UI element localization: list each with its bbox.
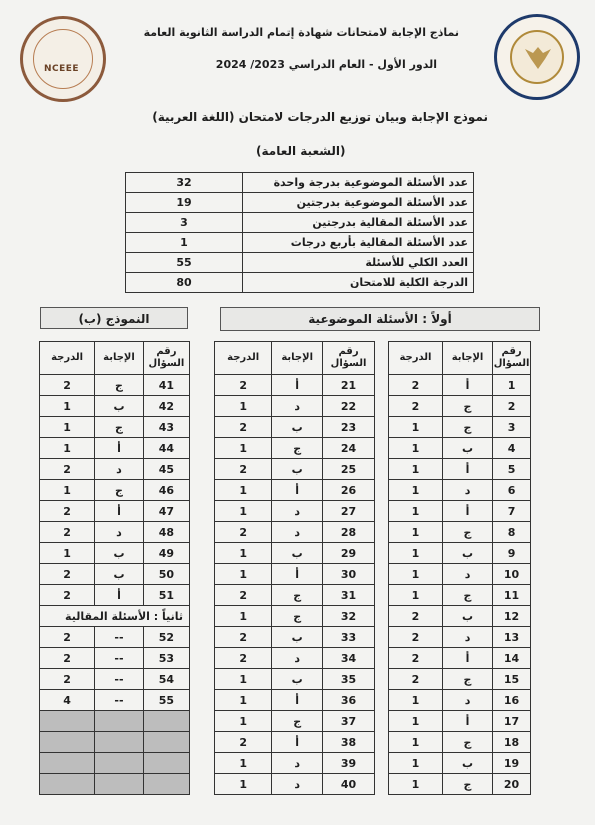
answer-cell: د — [272, 501, 323, 522]
table-row — [40, 585, 190, 606]
answer-table-1-20 — [388, 341, 531, 795]
grade-cell: 2 — [389, 669, 443, 690]
grade-cell: 1 — [389, 522, 443, 543]
table-row — [40, 480, 190, 501]
grade-cell: 2 — [215, 627, 272, 648]
summary-row — [126, 253, 474, 273]
empty-cell — [95, 774, 144, 795]
question-number: 15 — [493, 669, 531, 690]
summary-row — [126, 233, 474, 253]
answer-cell: أ — [95, 438, 144, 459]
header-answer: الإجابة — [442, 342, 492, 375]
table-row — [40, 396, 190, 417]
question-number: 18 — [493, 732, 531, 753]
answer-cell: ب — [442, 438, 492, 459]
grade-cell: 1 — [389, 501, 443, 522]
question-number: 33 — [323, 627, 375, 648]
answer-cell: أ — [442, 375, 492, 396]
empty-cell — [95, 711, 144, 732]
grade-cell: 2 — [215, 417, 272, 438]
question-number: 12 — [493, 606, 531, 627]
table-row — [215, 669, 375, 690]
answer-table-21-40 — [214, 341, 375, 795]
empty-cell — [95, 732, 144, 753]
answer-cell: ب — [272, 543, 323, 564]
answer-cell: -- — [95, 669, 144, 690]
page-subtitle: (الشعبة العامة) — [256, 144, 346, 158]
table-row — [215, 648, 375, 669]
grade-cell: 2 — [40, 585, 95, 606]
empty-cell — [40, 732, 95, 753]
answer-cell: ب — [95, 396, 144, 417]
answer-cell: أ — [442, 501, 492, 522]
grade-cell: 1 — [389, 438, 443, 459]
nceee-logo-text: NCEEE — [44, 64, 80, 74]
grade-cell: 1 — [40, 417, 95, 438]
header-grade: الدرجة — [40, 342, 95, 375]
grade-cell: 1 — [40, 438, 95, 459]
answer-cell: د — [442, 564, 492, 585]
nceee-logo-ring — [33, 29, 93, 89]
empty-row — [40, 732, 190, 753]
table-row — [215, 480, 375, 501]
grade-cell: 1 — [215, 669, 272, 690]
answer-cell: أ — [272, 375, 323, 396]
table-row — [40, 669, 190, 690]
grade-cell: 2 — [215, 648, 272, 669]
grade-cell: 1 — [40, 480, 95, 501]
question-number: 29 — [323, 543, 375, 564]
table-row — [215, 753, 375, 774]
question-number: 52 — [143, 627, 189, 648]
ministry-logo — [494, 14, 580, 100]
table-row — [215, 606, 375, 627]
table-row — [40, 375, 190, 396]
grade-cell: 1 — [389, 543, 443, 564]
essay-section-row — [40, 606, 190, 627]
summary-row — [126, 213, 474, 233]
table-row — [215, 522, 375, 543]
question-number: 19 — [493, 753, 531, 774]
question-number: 9 — [493, 543, 531, 564]
grade-cell: 2 — [40, 375, 95, 396]
grade-cell: 2 — [215, 522, 272, 543]
grade-cell: 2 — [215, 585, 272, 606]
table-header-row — [40, 342, 190, 375]
grade-cell: 1 — [215, 711, 272, 732]
summary-label: عدد الأسئلة المقالية بدرجتين — [243, 213, 474, 233]
question-number: 55 — [143, 690, 189, 711]
table-row — [215, 375, 375, 396]
answer-cell: د — [442, 627, 492, 648]
table-row — [215, 396, 375, 417]
summary-row — [126, 273, 474, 293]
table-row — [215, 732, 375, 753]
answer-cell: أ — [272, 690, 323, 711]
question-number: 49 — [143, 543, 189, 564]
question-number: 2 — [493, 396, 531, 417]
table-row — [389, 564, 531, 585]
question-number: 43 — [143, 417, 189, 438]
table-row — [40, 522, 190, 543]
question-number: 44 — [143, 438, 189, 459]
answer-cell: ب — [442, 543, 492, 564]
summary-row — [126, 173, 474, 193]
header-question-number: رقم السؤال — [143, 342, 189, 375]
answer-cell: أ — [272, 564, 323, 585]
answer-cell: ب — [272, 627, 323, 648]
table-row — [40, 564, 190, 585]
answer-cell: د — [272, 774, 323, 795]
question-number: 26 — [323, 480, 375, 501]
answer-cell: ج — [442, 522, 492, 543]
answer-cell: ب — [442, 606, 492, 627]
grade-cell: 1 — [215, 543, 272, 564]
header-grade: الدرجة — [389, 342, 443, 375]
summary-label: الدرجة الكلية للامتحان — [243, 273, 474, 293]
answer-cell: أ — [442, 459, 492, 480]
answer-cell: د — [272, 396, 323, 417]
table-row — [389, 459, 531, 480]
grade-cell: 2 — [40, 564, 95, 585]
table-row — [389, 543, 531, 564]
empty-row — [40, 711, 190, 732]
table-row — [215, 690, 375, 711]
answer-cell: د — [272, 522, 323, 543]
grade-cell: 1 — [389, 753, 443, 774]
answer-cell: ج — [95, 417, 144, 438]
summary-label: عدد الأسئلة المقالية بأربع درجات — [243, 233, 474, 253]
question-number: 27 — [323, 501, 375, 522]
grade-cell: 1 — [215, 396, 272, 417]
eagle-icon — [523, 43, 553, 73]
grade-cell: 2 — [389, 627, 443, 648]
table-row — [215, 564, 375, 585]
summary-row — [126, 193, 474, 213]
table-header-row — [389, 342, 531, 375]
table-row — [389, 648, 531, 669]
table-row — [215, 627, 375, 648]
grade-cell: 2 — [389, 648, 443, 669]
table-row — [215, 417, 375, 438]
header-line-2: الدور الأول - العام الدراسي 2023/ 2024 — [215, 58, 437, 71]
answer-cell: ج — [442, 669, 492, 690]
question-number: 10 — [493, 564, 531, 585]
table-row — [40, 543, 190, 564]
question-number: 22 — [323, 396, 375, 417]
grade-cell: 1 — [389, 585, 443, 606]
question-number: 5 — [493, 459, 531, 480]
header-question-number: رقم السؤال — [323, 342, 375, 375]
answer-cell: ج — [272, 438, 323, 459]
answer-table-41-55 — [39, 341, 190, 795]
question-number: 39 — [323, 753, 375, 774]
empty-row — [40, 774, 190, 795]
summary-value: 19 — [126, 193, 243, 213]
table-row — [215, 774, 375, 795]
answer-cell: ج — [442, 774, 492, 795]
question-number: 16 — [493, 690, 531, 711]
grade-cell: 2 — [215, 375, 272, 396]
answer-cell: أ — [442, 711, 492, 732]
answer-cell: ب — [272, 459, 323, 480]
question-number: 38 — [323, 732, 375, 753]
question-number: 24 — [323, 438, 375, 459]
grade-cell: 1 — [215, 774, 272, 795]
nceee-logo — [20, 16, 106, 102]
answer-cell: ج — [442, 732, 492, 753]
answer-cell: ب — [272, 417, 323, 438]
question-number: 7 — [493, 501, 531, 522]
question-number: 42 — [143, 396, 189, 417]
answer-cell: ب — [95, 543, 144, 564]
question-number: 14 — [493, 648, 531, 669]
question-number: 32 — [323, 606, 375, 627]
grade-cell: 4 — [40, 690, 95, 711]
table-row — [389, 732, 531, 753]
question-number: 54 — [143, 669, 189, 690]
answer-cell: -- — [95, 648, 144, 669]
answer-cell: -- — [95, 627, 144, 648]
answer-cell: د — [272, 753, 323, 774]
table-row — [389, 480, 531, 501]
question-number: 17 — [493, 711, 531, 732]
answer-cell: د — [95, 522, 144, 543]
empty-cell — [95, 753, 144, 774]
answer-cell: أ — [442, 648, 492, 669]
grade-cell: 1 — [389, 417, 443, 438]
answer-cell: ب — [95, 564, 144, 585]
question-number: 40 — [323, 774, 375, 795]
answer-cell: ب — [442, 753, 492, 774]
table-row — [389, 774, 531, 795]
question-number: 4 — [493, 438, 531, 459]
table-row — [389, 669, 531, 690]
summary-value: 32 — [126, 173, 243, 193]
question-number: 50 — [143, 564, 189, 585]
grade-cell: 1 — [389, 774, 443, 795]
question-number: 47 — [143, 501, 189, 522]
grade-cell: 2 — [389, 396, 443, 417]
empty-cell — [143, 753, 189, 774]
grade-cell: 1 — [215, 753, 272, 774]
question-number: 28 — [323, 522, 375, 543]
grade-cell: 1 — [40, 543, 95, 564]
grade-cell: 1 — [215, 501, 272, 522]
question-number: 31 — [323, 585, 375, 606]
question-number: 11 — [493, 585, 531, 606]
table-row — [40, 627, 190, 648]
empty-cell — [143, 732, 189, 753]
answer-cell: د — [442, 480, 492, 501]
empty-cell — [40, 711, 95, 732]
question-number: 21 — [323, 375, 375, 396]
grade-cell: 1 — [389, 690, 443, 711]
answer-cell: ج — [442, 396, 492, 417]
answer-cell: ج — [272, 606, 323, 627]
grade-cell: 1 — [389, 732, 443, 753]
question-number: 36 — [323, 690, 375, 711]
grade-cell: 2 — [40, 669, 95, 690]
table-row — [215, 459, 375, 480]
grade-cell: 1 — [215, 438, 272, 459]
summary-value: 3 — [126, 213, 243, 233]
section-objective-heading: أولاً : الأسئلة الموضوعية — [220, 307, 540, 331]
empty-cell — [40, 774, 95, 795]
table-row — [389, 438, 531, 459]
table-row — [389, 627, 531, 648]
summary-value: 1 — [126, 233, 243, 253]
question-number: 46 — [143, 480, 189, 501]
table-row — [40, 690, 190, 711]
table-row — [389, 585, 531, 606]
empty-cell — [40, 753, 95, 774]
answer-cell: أ — [272, 732, 323, 753]
page-title: نموذج الإجابة وبيان توزيع الدرجات لامتحان (اللغة العربية) — [152, 110, 488, 124]
grade-cell: 1 — [215, 480, 272, 501]
table-row — [389, 501, 531, 522]
answer-cell: أ — [272, 480, 323, 501]
question-number: 30 — [323, 564, 375, 585]
answer-cell: د — [272, 648, 323, 669]
grade-cell: 2 — [40, 501, 95, 522]
question-number: 6 — [493, 480, 531, 501]
table-row — [215, 438, 375, 459]
question-number: 45 — [143, 459, 189, 480]
question-number: 20 — [493, 774, 531, 795]
table-row — [389, 522, 531, 543]
table-row — [40, 648, 190, 669]
header-answer: الإجابة — [95, 342, 144, 375]
answer-cell: ج — [442, 417, 492, 438]
table-row — [389, 606, 531, 627]
grade-cell: 1 — [215, 564, 272, 585]
answer-cell: ج — [95, 375, 144, 396]
header-line-1: نماذج الإجابة لامتحانات شهادة إتمام الدراسة الثانوية العامة — [143, 26, 459, 39]
answer-cell: د — [442, 690, 492, 711]
grade-cell: 2 — [40, 522, 95, 543]
question-number: 51 — [143, 585, 189, 606]
empty-cell — [143, 774, 189, 795]
table-header-row — [215, 342, 375, 375]
answer-cell: -- — [95, 690, 144, 711]
header-grade: الدرجة — [215, 342, 272, 375]
grade-cell: 2 — [40, 459, 95, 480]
grade-cell: 2 — [215, 459, 272, 480]
question-number: 3 — [493, 417, 531, 438]
empty-cell — [143, 711, 189, 732]
grade-cell: 2 — [215, 732, 272, 753]
summary-label: العدد الكلي للأسئلة — [243, 253, 474, 273]
summary-label: عدد الأسئلة الموضوعية بدرجة واحدة — [243, 173, 474, 193]
table-row — [215, 543, 375, 564]
table-row — [215, 501, 375, 522]
table-row — [215, 585, 375, 606]
question-number: 41 — [143, 375, 189, 396]
model-label: النموذج (ب) — [40, 307, 188, 329]
grade-cell: 1 — [389, 459, 443, 480]
question-number: 53 — [143, 648, 189, 669]
table-row — [40, 438, 190, 459]
grade-cell: 1 — [389, 711, 443, 732]
grade-cell: 2 — [389, 606, 443, 627]
grade-cell: 2 — [40, 648, 95, 669]
answer-cell: أ — [95, 585, 144, 606]
grade-cell: 1 — [40, 396, 95, 417]
question-number: 1 — [493, 375, 531, 396]
answer-cell: أ — [95, 501, 144, 522]
grade-cell: 1 — [389, 564, 443, 585]
answer-cell: د — [95, 459, 144, 480]
summary-label: عدد الأسئلة الموضوعية بدرجتين — [243, 193, 474, 213]
table-row — [215, 711, 375, 732]
summary-table — [125, 172, 474, 293]
answer-cell: ج — [272, 711, 323, 732]
question-number: 23 — [323, 417, 375, 438]
summary-value: 80 — [126, 273, 243, 293]
question-number: 37 — [323, 711, 375, 732]
answer-cell: ج — [442, 585, 492, 606]
empty-row — [40, 753, 190, 774]
question-number: 13 — [493, 627, 531, 648]
table-row — [389, 753, 531, 774]
question-number: 25 — [323, 459, 375, 480]
question-number: 35 — [323, 669, 375, 690]
grade-cell: 1 — [389, 480, 443, 501]
summary-value: 55 — [126, 253, 243, 273]
table-row — [389, 711, 531, 732]
table-row — [389, 417, 531, 438]
answer-cell: ج — [272, 585, 323, 606]
header-question-number: رقم السؤال — [493, 342, 531, 375]
question-number: 8 — [493, 522, 531, 543]
table-row — [40, 459, 190, 480]
section-essay-heading: ثانياً : الأسئلة المقالية — [40, 606, 190, 627]
grade-cell: 1 — [215, 606, 272, 627]
table-row — [389, 690, 531, 711]
answer-cell: ج — [95, 480, 144, 501]
question-number: 34 — [323, 648, 375, 669]
question-number: 48 — [143, 522, 189, 543]
header-answer: الإجابة — [272, 342, 323, 375]
table-row — [40, 501, 190, 522]
table-row — [40, 417, 190, 438]
answer-cell: ب — [272, 669, 323, 690]
grade-cell: 2 — [389, 375, 443, 396]
table-row — [389, 375, 531, 396]
table-row — [389, 396, 531, 417]
grade-cell: 1 — [215, 690, 272, 711]
grade-cell: 2 — [40, 627, 95, 648]
